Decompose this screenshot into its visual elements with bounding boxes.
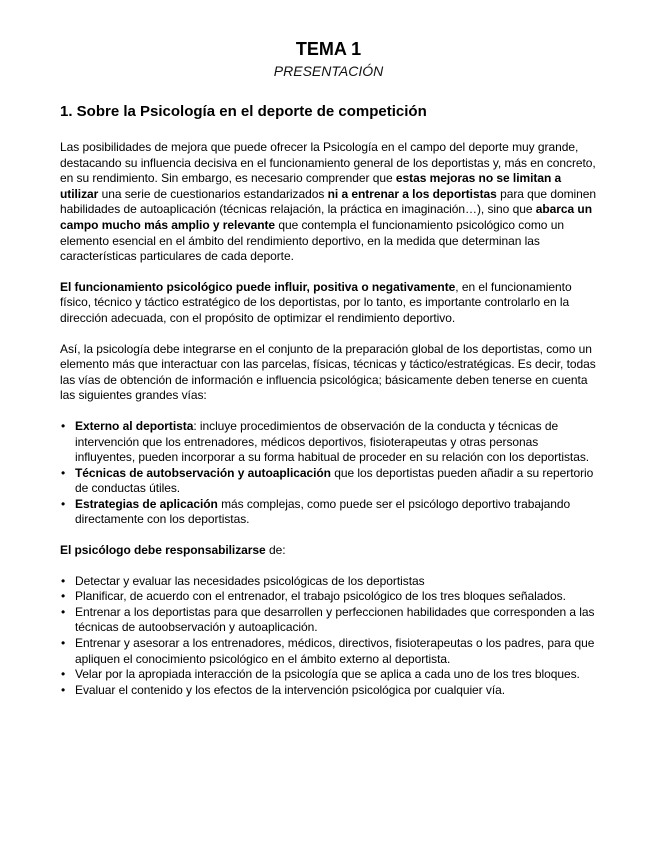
- bullet-icon: •: [61, 418, 66, 433]
- bullet-icon: •: [61, 573, 66, 588]
- list-item-text: Detectar y evaluar las necesidades psicológicas de los deportistas: [75, 573, 425, 588]
- list-item: [60, 419, 597, 466]
- paragraph-text: que contempla el funcionamiento psicológico como un elemento esencial en el ámbito del rendimiento deportivo, en la medida que determinan las características particulares de cada deporte.: [60, 217, 564, 264]
- bullet-icon: •: [61, 496, 66, 511]
- list-item: [60, 497, 597, 528]
- list-item-text: Velar por la apropiada interacción de la psicología que se aplica a cada uno de los tres bloques.: [75, 667, 580, 682]
- paragraph-text: , en el funcionamiento físico, técnico y táctico estratégico de los deportistas, por lo tanto, es importante controlarlo en la dirección adecuada, con el propósito de optimizar el rendimiento deportivo.: [60, 279, 572, 325]
- bullet-icon: •: [61, 636, 66, 651]
- emphasis-text: estas mejoras no se limitan a utilizar: [60, 171, 562, 201]
- emphasis-text: Estrategias de aplicación: [75, 496, 218, 511]
- bullet-icon: •: [61, 682, 66, 697]
- bullet-icon: •: [61, 465, 66, 480]
- page-subtitle: PRESENTACIÓN: [273, 63, 384, 79]
- list-item-text: Evaluar el contenido y los efectos de la intervención psicológica por cualquier vía.: [75, 682, 506, 697]
- list-item-text: más complejas, como puede ser el psicólogo deportivo trabajando directamente con los deportistas.: [75, 496, 571, 527]
- list-item: [60, 466, 597, 497]
- list-item-text: : incluye procedimientos de observación de la conducta y técnicas de intervención que los entrenadores, médicos deportivos, fisioterapeutas y otras personas influyentes, pueden incorporar a su forma habitual de proceder en su relación con los deportistas.: [75, 418, 590, 465]
- list-item: [60, 574, 597, 590]
- emphasis-text: ni a entrenar a los deportistas: [327, 186, 497, 201]
- emphasis-text: Externo al deportista: [75, 418, 194, 433]
- page-title: TEMA 1: [295, 39, 362, 59]
- emphasis-text: El funcionamiento psicológico puede influir, positiva o negativamente: [60, 279, 456, 294]
- list-item: [60, 667, 597, 683]
- duties-list: [60, 574, 597, 699]
- emphasis-text: El psicólogo debe responsabilizarse: [60, 543, 266, 558]
- paragraph-responsibilities: [60, 543, 597, 559]
- paragraph-functioning: [60, 280, 597, 327]
- bullet-icon: •: [61, 667, 66, 682]
- ways-list: [60, 419, 597, 528]
- list-item-text: Entrenar y asesorar a los entrenadores, médicos, directivos, fisioterapeutas o los padres, para que apliquen el conocimiento psicológico en el ámbito externo al deportista.: [75, 636, 595, 666]
- paragraph-text: de:: [265, 543, 286, 558]
- paragraph-text: para que dominen habilidades de autoaplicación (técnicas relajación, la práctica en imaginación…), sino que: [60, 186, 597, 217]
- emphasis-text: abarca un campo mucho más amplio y relevante: [60, 202, 592, 232]
- list-item-text: que los deportistas pueden añadir a su repertorio de conductas útiles.: [75, 465, 594, 496]
- list-item-text: Entrenar a los deportistas para que desarrollen y perfeccionen habilidades que corresponden a las técnicas de autoobservación y autoaplicación.: [75, 604, 595, 635]
- paragraph-text: Así, la psicología debe integrarse en el conjunto de la preparación global de los deportistas, como un elemento más que interactuar con las parcelas, físicas, técnicas y táctico/estratégicas. Es decir, todas las vías de obtención de información e influencia psicológica; básicamente deben tenerse en cuenta las siguientes grandes vías:: [60, 341, 596, 403]
- list-item: [60, 605, 597, 636]
- emphasis-text: Técnicas de autobservación y autoaplicación: [75, 465, 331, 480]
- paragraph-text: una serie de cuestionarios estandarizados: [98, 186, 328, 201]
- list-item: [60, 683, 597, 699]
- list-item-text: Planificar, de acuerdo con el entrenador, el trabajo psicológico de los tres bloques señalados.: [75, 589, 566, 604]
- paragraph-text: Las posibilidades de mejora que puede ofrecer la Psicología en el campo del deporte muy grande, destacando su influencia decisiva en el funcionamiento general de los deportistas y, más en concreto, en su rendimiento. Sin embargo, es necesario comprender que: [60, 140, 596, 186]
- paragraph-intro: [60, 140, 597, 265]
- bullet-icon: •: [61, 604, 66, 619]
- list-item: [60, 636, 597, 667]
- section-heading: 1. Sobre la Psicología en el deporte de competición: [60, 103, 427, 120]
- list-item: [60, 589, 597, 605]
- paragraph-integration: [60, 342, 597, 404]
- bullet-icon: •: [61, 589, 66, 604]
